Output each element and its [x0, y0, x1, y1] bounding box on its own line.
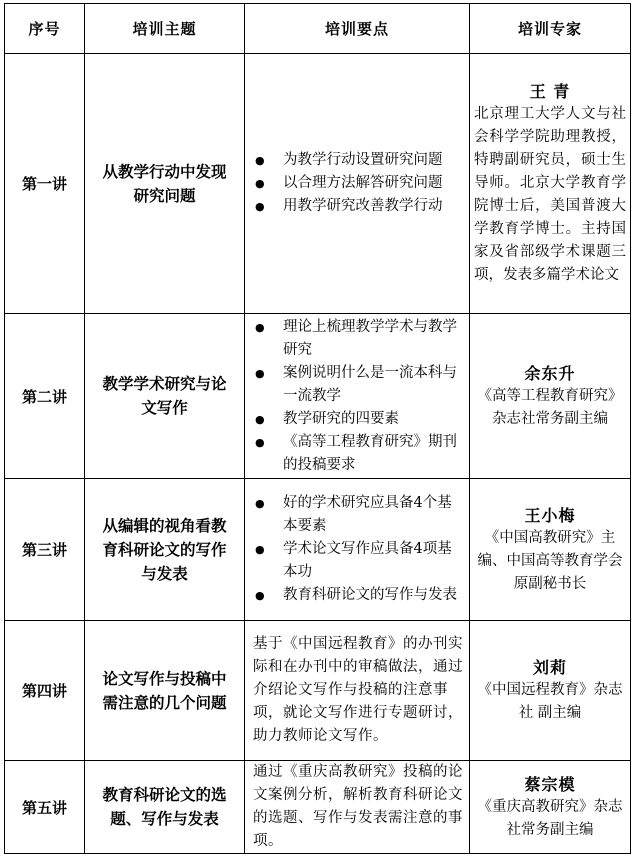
lecture-number: 第三讲 — [5, 479, 85, 621]
lecture-topic: 从编辑的视角看教育科研论文的写作与发表 — [85, 479, 245, 621]
training-schedule-table — [4, 3, 631, 854]
table-row — [5, 761, 631, 854]
expert-description: 《中国高教研究》主编、中国高等教育学会原副秘书长 — [477, 529, 623, 592]
expert-name: 刘莉 — [532, 658, 567, 677]
table-row — [5, 621, 631, 761]
header-expert: 培训专家 — [470, 4, 631, 54]
point-item: ● 用教学研究改善教学行动 — [253, 195, 463, 218]
lecture-number: 第五讲 — [5, 761, 85, 854]
lecture-number: 第四讲 — [5, 621, 85, 761]
lecture-expert — [470, 621, 631, 761]
lecture-expert — [470, 479, 631, 621]
point-item: ● 教学研究的四要素 — [253, 408, 463, 431]
lecture-number: 第二讲 — [5, 314, 85, 479]
point-item: ● 理论上梳理教学学术与教学研究 — [253, 316, 463, 362]
lecture-points — [245, 314, 470, 479]
lecture-number: 第一讲 — [5, 54, 85, 314]
header-topic: 培训主题 — [85, 4, 245, 54]
table-row — [5, 54, 631, 314]
expert-description: 《重庆高教研究》杂志社常务副主编 — [477, 798, 623, 838]
lecture-points — [245, 54, 470, 314]
header-points: 培训要点 — [245, 4, 470, 54]
expert-name: 王 青 — [529, 82, 571, 101]
expert-name: 王小梅 — [524, 505, 576, 525]
point-item: ● 好的学术研究应具备4个基本要素 — [253, 492, 463, 538]
table-row — [5, 479, 631, 621]
header-no: 序号 — [5, 4, 85, 54]
point-item: ● 学术论文写作应具备4项基本功 — [253, 538, 463, 584]
expert-name: 余东升 — [524, 363, 576, 383]
expert-name: 蔡宗模 — [524, 774, 576, 794]
point-item: ● 以合理方法解答研究问题 — [253, 172, 463, 195]
lecture-points — [245, 479, 470, 621]
lecture-points: 通过《重庆高教研究》投稿的论文案例分析，解析教育科研论文的选题、写作与发表需注意的事项。 — [245, 761, 470, 854]
point-item: ● 《高等工程教育研究》期刊的投稿要求 — [253, 431, 463, 477]
lecture-topic: 从教学行动中发现研究问题 — [85, 54, 245, 314]
table-row — [5, 314, 631, 479]
point-item: ● 为教学行动设置研究问题 — [253, 149, 463, 172]
table-header-row — [5, 4, 631, 54]
expert-description: 《中国远程教育》杂志社 副主编 — [477, 682, 623, 721]
lecture-topic: 教学学术研究与论文写作 — [85, 314, 245, 479]
point-item: ● 教育科研论文的写作与发表 — [253, 584, 463, 607]
lecture-topic: 教育科研论文的选题、写作与发表 — [85, 761, 245, 854]
point-item: ● 案例说明什么是一流本科与一流教学 — [253, 362, 463, 408]
lecture-topic: 论文写作与投稿中需注意的几个问题 — [85, 621, 245, 761]
lecture-expert — [470, 314, 631, 479]
lecture-points: 基于《中国远程教育》的办刊实际和在办刊中的审稿做法，通过介绍论文写作与投稿的注意事项，就论文写作进行专题研讨，助力教师论文写作。 — [245, 621, 470, 761]
expert-description: 《高等工程教育研究》杂志社常务副主编 — [477, 387, 623, 427]
lecture-expert — [470, 54, 631, 314]
expert-description: 北京理工大学人文与社会科学学院助理教授，特聘副研究员，硕士生导师。北京大学教育学院博士后，美国普渡大学教育学博士。主持国家及省部级学术课题三项，发表多篇学术论文 — [474, 106, 626, 283]
lecture-expert — [470, 761, 631, 854]
